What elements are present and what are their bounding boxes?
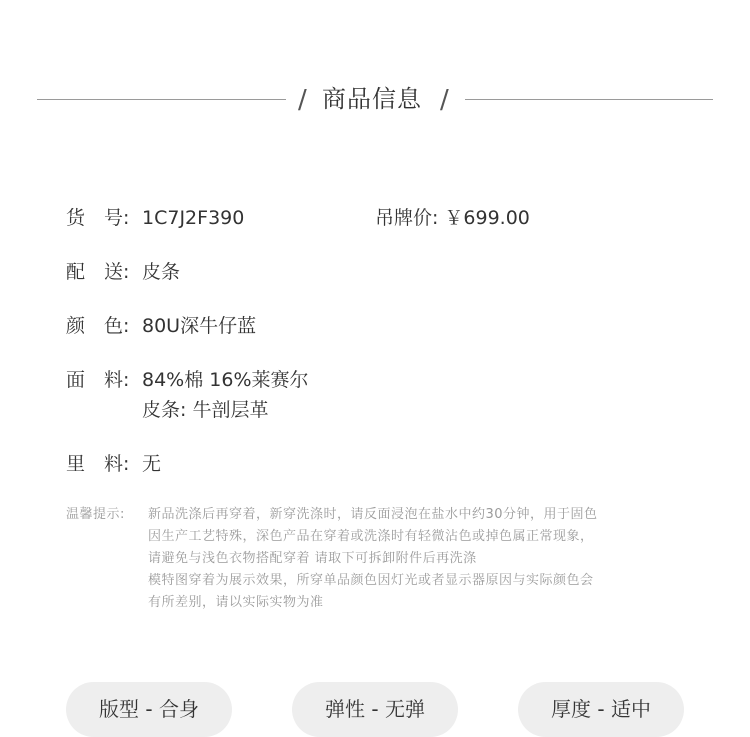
care-note-line: 请避免与浅色衣物搭配穿着 请取下可拆卸附件后再洗涤 [148,551,477,566]
sku-value: 1C7J2F390 [142,207,245,229]
spec-label: 里 料: [66,453,130,475]
care-note-line: 因生产工艺特殊，深色产品在穿着或洗涤时有轻微沾色或掉色属正常现象， [148,529,594,544]
spec-row-fabric [66,368,309,392]
color-value: 80U深牛仔蓝 [142,315,257,337]
lining-value: 无 [142,453,162,475]
header-slash-left: / [298,85,307,115]
header-divider-right [465,99,713,100]
strap-material-value: 皮条: 牛剖层革 [142,399,269,421]
spec-row-color [66,314,256,338]
delivery-value: 皮条 [142,261,181,283]
spec-label: 面 料: [66,369,130,391]
price-label: 吊牌价: [375,207,439,229]
care-note-line: 有所差别，请以实际实物为准 [148,595,324,610]
care-note-line: 新品洗涤后再穿着，新穿洗涤时，请反面浸泡在盐水中约30分钟，用于固色 [148,507,598,522]
spec-row-delivery [66,260,180,284]
header-divider-left [37,99,286,100]
spec-row-fabric-line2 [142,398,268,422]
attribute-pill-thickness: 厚度 - 适中 [518,682,684,737]
spec-row-sku [66,206,244,230]
section-title: 商品信息 [322,85,422,113]
spec-label: 货 号: [66,207,130,229]
spec-label: 配 送: [66,261,130,283]
care-note-line: 模特图穿着为展示效果，所穿单品颜色因灯光或者显示器原因与实际颜色会 [148,573,594,588]
spec-row-lining [66,452,161,476]
attribute-pill-fit: 版型 - 合身 [66,682,232,737]
attribute-pill-stretch: 弹性 - 无弹 [292,682,458,737]
spec-label: 颜 色: [66,315,130,337]
spec-row-price [375,206,530,230]
price-value: ￥699.00 [444,207,530,229]
care-notes-label: 温馨提示: [66,507,125,522]
header-slash-right: / [440,85,449,115]
fabric-value: 84%棉 16%莱赛尔 [142,369,309,391]
